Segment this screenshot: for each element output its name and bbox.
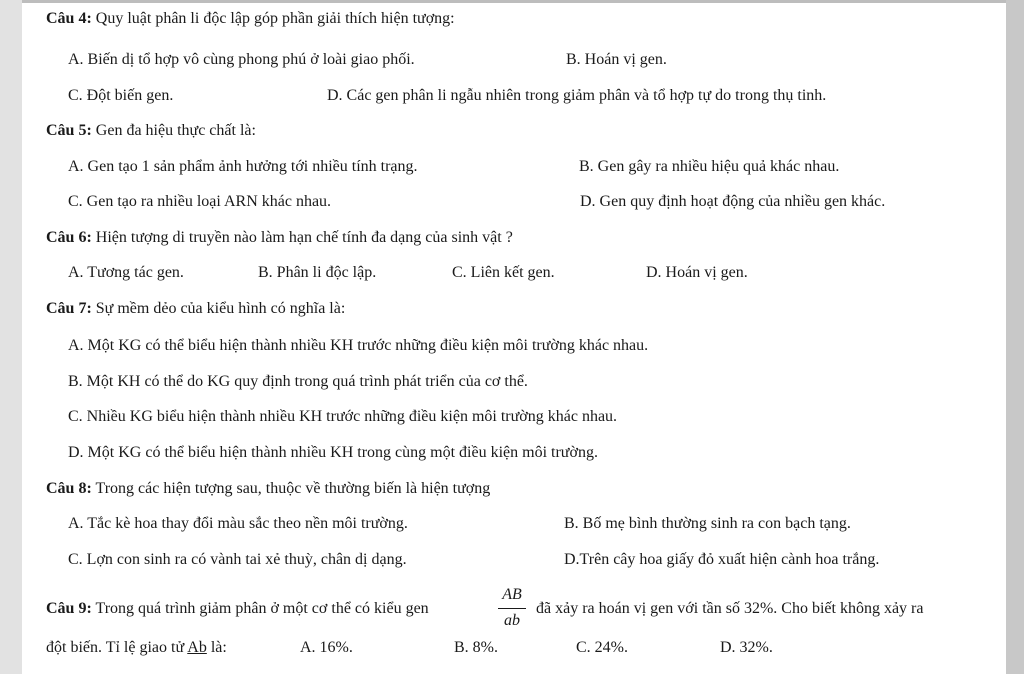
q9-option-b: B. 8%. [454,639,498,656]
question-text-continued: đã xảy ra hoán vị gen với tần số 32%. Cho biết không xảy ra [536,600,924,617]
question-9 [46,599,429,619]
question-text: đột biến. Tỉ lệ giao tử [46,639,185,656]
q9-option-d: D. 32%. [720,639,773,656]
q5-option-a: A. Gen tạo 1 sản phẩm ảnh hưởng tới nhiều tính trạng. [68,158,418,175]
q6-option-c: C. Liên kết gen. [452,264,555,281]
q8-option-b: B. Bố mẹ bình thường sinh ra con bạch tạng. [564,515,851,532]
q7-option-c: C. Nhiều KG biểu hiện thành nhiều KH trước những điều kiện môi trường khác nhau. [68,408,618,425]
question-number: Câu 6: [46,229,92,246]
q8-option-d: D.Trên cây hoa giấy đỏ xuất hiện cành hoa trắng. [564,551,880,568]
q8-option-c: C. Lợn con sinh ra có vành tai xẻ thuỳ, chân dị dạng. [68,551,407,568]
question-text: Trong các hiện tượng sau, thuộc về thường biến là hiện tượng [95,480,491,497]
question-8 [46,479,490,499]
question-text: Trong quá trình giảm phân ở một cơ thể có kiểu gen [95,600,429,617]
question-6 [46,228,513,248]
question-number: Câu 9: [46,600,92,617]
question-number: Câu 5: [46,122,92,139]
q4-option-c: C. Đột biến gen. [68,87,174,104]
q6-option-a: A. Tương tác gen. [68,264,184,281]
q7-option-d: D. Một KG có thể biểu hiện thành nhiều KH trong cùng một điều kiện môi trường. [68,444,598,461]
q4-option-a: A. Biến dị tổ hợp vô cùng phong phú ở loài giao phối. [68,51,415,68]
q4-option-d: D. Các gen phân li ngẫu nhiên trong giảm phân và tổ hợp tự do trong thụ tinh. [327,87,827,104]
question-text: Gen đa hiệu thực chất là: [95,122,256,139]
q4-option-b: B. Hoán vị gen. [566,51,667,68]
q8-option-a: A. Tắc kè hoa thay đổi màu sắc theo nền môi trường. [68,515,408,532]
question-text: Quy luật phân li độc lập góp phần giải thích hiện tượng: [95,10,455,27]
question-text: Sự mềm dẻo của kiểu hình có nghĩa là: [95,300,346,317]
question-number: Câu 7: [46,300,92,317]
q9-option-c: C. 24%. [576,639,628,656]
question-number: Câu 8: [46,480,92,497]
left-margin [0,0,22,674]
q7-option-b: B. Một KH có thể do KG quy định trong quá trình phát triển của cơ thể. [68,373,528,390]
q9-option-a: A. 16%. [300,639,353,656]
fraction-bar [498,608,526,609]
fraction-denominator: ab [504,612,520,629]
q5-option-b: B. Gen gây ra nhiều hiệu quả khác nhau. [579,158,840,175]
q5-option-d: D. Gen quy định hoạt động của nhiều gen khác. [580,193,886,210]
question-4 [46,9,455,29]
q6-option-b: B. Phân li độc lập. [258,264,377,281]
q6-option-d: D. Hoán vị gen. [646,264,748,281]
document-page [22,0,1006,674]
q7-option-a: A. Một KG có thể biểu hiện thành nhiều KH trước những điều kiện môi trường khác nhau. [68,337,649,354]
top-border [22,0,1006,3]
question-9-line-2 [46,638,227,658]
right-margin [1006,0,1024,674]
question-text: là: [210,639,227,656]
question-5 [46,121,256,141]
q5-option-c: C. Gen tạo ra nhiều loại ARN khác nhau. [68,193,332,210]
question-text: Hiện tượng di truyền nào làm hạn chế tính đa dạng của sinh vật ? [95,229,513,246]
gamete-ab: Ab [187,639,207,656]
question-number: Câu 4: [46,10,92,27]
question-7 [46,299,345,319]
fraction-numerator: AB [502,586,522,603]
